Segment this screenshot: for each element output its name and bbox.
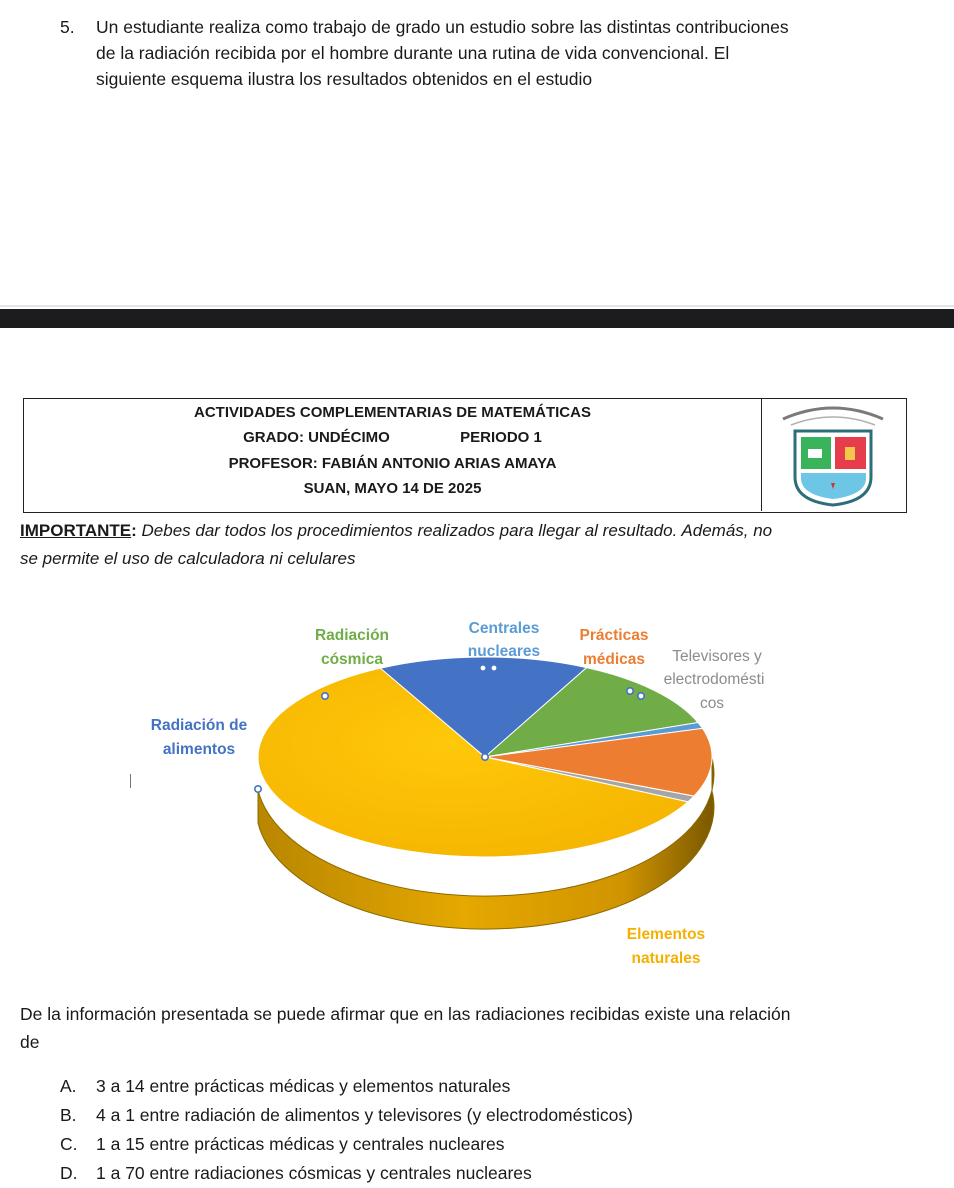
question-line-2: de la radiación recibida por el hombre durante una rutina de vida convencional. El [96,43,730,63]
question-line-1: Un estudiante realiza como trabajo de grado un estudio sobre las distintas contribuciones [96,17,789,37]
label-televisores-2: electrodomésti [663,671,765,688]
header-grade: GRADO: UNDÉCIMO [243,429,390,446]
page-separator-line [0,305,954,307]
header-period: PERIODO 1 [460,429,542,446]
important-note [20,517,935,573]
header-grade-row [24,429,761,446]
option-b[interactable] [60,1101,633,1130]
header-place-date: SUAN, MAYO 14 DE 2025 [303,480,482,497]
option-letter: C. [60,1134,78,1154]
label-alimentos-1: Radiación de [150,717,248,734]
label-televisores-3: cos [699,695,725,712]
worksheet-header [23,398,907,513]
header-teacher: PROFESOR: FABIÁN ANTONIO ARIAS AMAYA [228,455,557,472]
label-elementos-1: Elementos [626,926,706,943]
option-letter: B. [60,1105,77,1125]
important-text-2: se permite el uso de calculadora ni celulares [20,549,356,568]
question-prompt [20,1000,920,1056]
answer-options [60,1072,633,1188]
question-intro [60,14,920,92]
label-elementos-2: naturales [631,950,701,967]
header-text-cell [24,399,762,511]
label-cosmica-2: cósmica [320,651,384,668]
text-cursor-mark [130,774,131,788]
label-medicas-2: médicas [582,651,646,668]
option-d[interactable] [60,1159,633,1188]
header-title: ACTIVIDADES COMPLEMENTARIAS DE MATEMÁTICAS [194,404,591,421]
option-letter: D. [60,1163,78,1183]
important-text-1: Debes dar todos los procedimientos realizados para llegar al resultado. Además, no [136,521,773,540]
option-text: 3 a 14 entre prácticas médicas y elementos naturales [96,1076,511,1096]
option-letter: A. [60,1076,77,1096]
option-a[interactable] [60,1072,633,1101]
option-c[interactable] [60,1130,633,1159]
label-nucleares-2: nucleares [467,643,541,660]
label-medicas-1: Prácticas [579,627,649,644]
radiation-pie-chart [0,600,954,980]
question-number: 5. [60,17,75,37]
school-shield-icon [761,399,906,511]
option-text: 1 a 70 entre radiaciones cósmicas y centrales nucleares [96,1163,532,1183]
option-text: 1 a 15 entre prácticas médicas y centrales nucleares [96,1134,505,1154]
prompt-line-2: de [20,1032,40,1052]
question-line-3: siguiente esquema ilustra los resultados obtenidos en el estudio [96,69,593,89]
page-break-bar [0,309,954,328]
school-logo [761,399,906,511]
important-colon: : [131,521,137,540]
label-televisores-1: Televisores y [672,648,762,665]
label-cosmica-1: Radiación [314,627,390,644]
label-alimentos-2: alimentos [162,741,236,758]
important-label: IMPORTANTE [20,521,132,540]
option-text: 4 a 1 entre radiación de alimentos y televisores (y electrodomésticos) [96,1105,633,1125]
label-nucleares-1: Centrales [468,620,540,637]
prompt-line-1: De la información presentada se puede afirmar que en las radiaciones recibidas existe una relación [20,1004,791,1024]
